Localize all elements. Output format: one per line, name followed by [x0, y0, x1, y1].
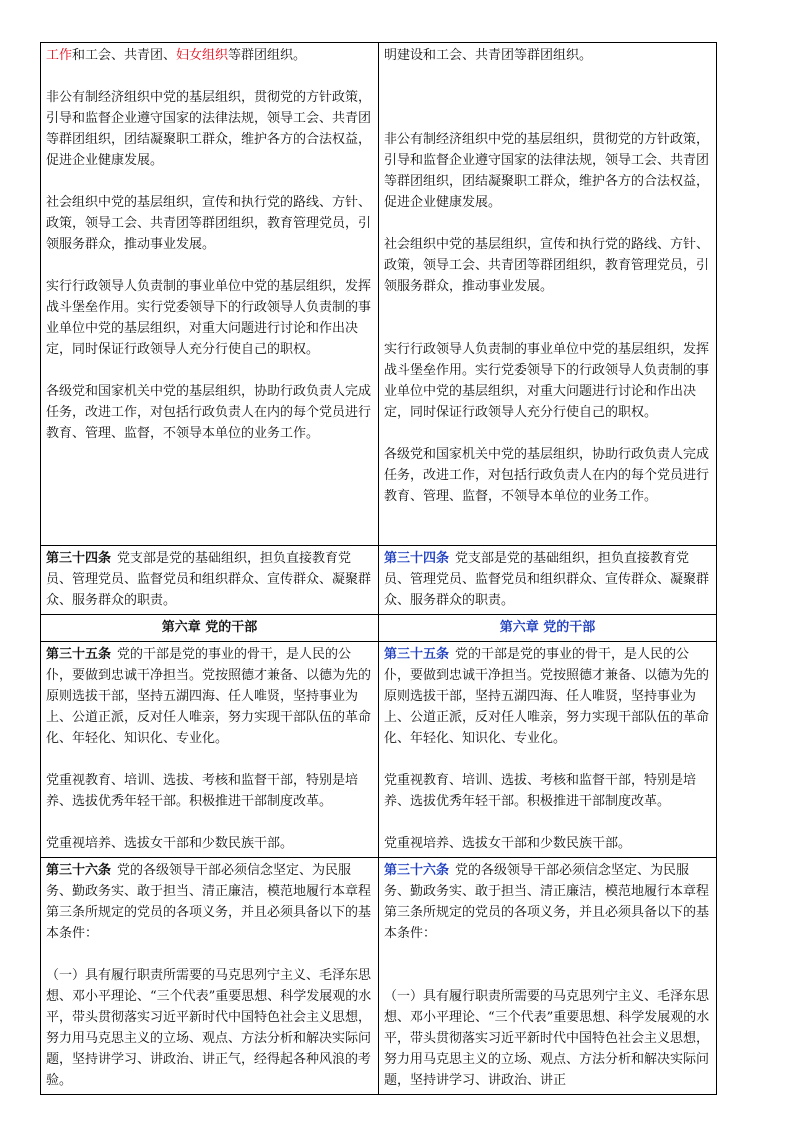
paragraph: 第三十六条 党的各级领导干部必须信念坚定、为民服务、勤政务实、敢于担当、清正廉洁，模范地履行本章程第三条所规定的党员的各项义务，并且必须具备以下的基本条件：: [46, 863, 372, 941]
paragraph: 第三十五条 党的干部是党的事业的骨干，是人民的公仆，要做到忠诚干净担当。党按照德才兼备、以德为先的原则选拔干部，坚持五湖四海、任人唯贤，坚持事业为上、公道正派，反对任人唯亲，努力实现干部队伍的革命化、年轻化、知识化、专业化。: [46, 647, 372, 746]
paragraph: 各级党和国家机关中党的基层组织，协助行政负责人完成任务，改进工作，对包括行政负责人在内的每个党员进行教育、管理、监督，不领导本单位的业务工作。: [46, 384, 372, 441]
article-heading: 第三十四条: [46, 551, 112, 566]
paragraph: 社会组织中党的基层组织，宣传和执行党的路线、方针、政策，领导工会、共青团等群团组织，教育管理党员，引领服务群众，推动事业发展。: [46, 195, 372, 252]
article-heading: 第三十五条: [384, 647, 450, 662]
table-row: [41, 615, 717, 642]
paragraph: 党重视培养、选拔女干部和少数民族干部。: [46, 836, 294, 851]
table-row: [41, 858, 717, 1095]
paragraph: （一）具有履行职责所需要的马克思列宁主义、毛泽东思想、邓小平理论、“三个代表”重要思想、科学发展观的水平，带头贯彻落实习近平新时代中国特色社会主义思想，努力用马克思主义的立场、观点、方法分析和解决实际问题，坚持讲学习、讲政治、讲正: [384, 989, 710, 1088]
left-cell-basic-organizations: [41, 43, 379, 546]
paragraph: 党重视教育、培训、选拔、考核和监督干部，特别是培养、选拔优秀年轻干部。积极推进干部制度改革。: [46, 773, 359, 809]
comparison-table: [40, 42, 717, 1095]
chapter-title: 第六章 党的干部: [41, 615, 379, 642]
highlight-text: 工作: [46, 48, 73, 63]
paragraph: 党重视培养、选拔女干部和少数民族干部。: [384, 836, 632, 851]
paragraph: 社会组织中党的基层组织，宣传和执行党的路线、方针、政策，领导工会、共青团等群团组织，教育管理党员，引领服务群众，推动事业发展。: [384, 237, 710, 294]
table-row: [41, 546, 717, 615]
paragraph: 实行行政领导人负责制的事业单位中党的基层组织，发挥战斗堡垒作用。实行党委领导下的行政领导人负责制的事业单位中党的基层组织，对重大问题进行讨论和作出决定，同时保证行政领导人充分行使自己的职权。: [384, 342, 710, 420]
table-row: [41, 642, 717, 858]
article-heading: 第三十六条: [46, 863, 112, 878]
article-heading: 第三十六条: [384, 863, 450, 878]
highlight-text: 妇女组织: [176, 48, 229, 63]
right-cell-article-36: [379, 858, 717, 1095]
paragraph: 第三十四条 党支部是党的基础组织，担负直接教育党员、管理党员、监督党员和组织群众、宣传群众、凝聚群众、服务群众的职责。: [384, 551, 710, 608]
paragraph: 党重视教育、培训、选拔、考核和监督干部，特别是培养、选拔优秀年轻干部。积极推进干部制度改革。: [384, 773, 697, 809]
paragraph: 非公有制经济组织中党的基层组织，贯彻党的方针政策，引导和监督企业遵守国家的法律法规，领导工会、共青团等群团组织，团结凝聚职工群众，维护各方的合法权益，促进企业健康发展。: [46, 90, 372, 168]
chapter-title: 第六章 党的干部: [379, 615, 717, 642]
paragraph: 工作和工会、共青团、妇女组织等群团组织。: [46, 48, 307, 63]
left-cell-article-35: [41, 642, 379, 858]
table-row: [41, 43, 717, 546]
right-cell-basic-organizations: [379, 43, 717, 546]
left-cell-article-34: [41, 546, 379, 615]
paragraph: （一）具有履行职责所需要的马克思列宁主义、毛泽东思想、邓小平理论、“三个代表”重要思想、科学发展观的水平，带头贯彻落实习近平新时代中国特色社会主义思想，努力用马克思主义的立场、观点、方法分析和解决实际问题，坚持讲学习、讲政治、讲正气，经得起各种风浪的考验。: [46, 968, 372, 1088]
paragraph: 明建设和工会、共青团等群团组织。: [384, 48, 593, 63]
right-cell-article-35: [379, 642, 717, 858]
paragraph: 第三十五条 党的干部是党的事业的骨干，是人民的公仆，要做到忠诚干净担当。党按照德才兼备、以德为先的原则选拔干部，坚持五湖四海、任人唯贤，坚持事业为上、公道正派，反对任人唯亲，努力实现干部队伍的革命化、年轻化、知识化、专业化。: [384, 647, 710, 746]
paragraph: 各级党和国家机关中党的基层组织，协助行政负责人完成任务，改进工作，对包括行政负责人在内的每个党员进行教育、管理、监督，不领导本单位的业务工作。: [384, 447, 710, 504]
right-cell-article-34: [379, 546, 717, 615]
article-heading: 第三十五条: [46, 647, 112, 662]
article-heading: 第三十四条: [384, 551, 450, 566]
paragraph: 第三十四条 党支部是党的基础组织，担负直接教育党员、管理党员、监督党员和组织群众、宣传群众、凝聚群众、服务群众的职责。: [46, 551, 372, 608]
paragraph: 第三十六条 党的各级领导干部必须信念坚定、为民服务、勤政务实、敢于担当、清正廉洁，模范地履行本章程第三条所规定的党员的各项义务，并且必须具备以下的基本条件：: [384, 863, 710, 941]
left-cell-article-36: [41, 858, 379, 1095]
paragraph: 实行行政领导人负责制的事业单位中党的基层组织，发挥战斗堡垒作用。实行党委领导下的行政领导人负责制的事业单位中党的基层组织，对重大问题进行讨论和作出决定，同时保证行政领导人充分行使自己的职权。: [46, 279, 372, 357]
paragraph: 非公有制经济组织中党的基层组织，贯彻党的方针政策，引导和监督企业遵守国家的法律法规，领导工会、共青团等群团组织，团结凝聚职工群众，维护各方的合法权益，促进企业健康发展。: [384, 132, 710, 210]
